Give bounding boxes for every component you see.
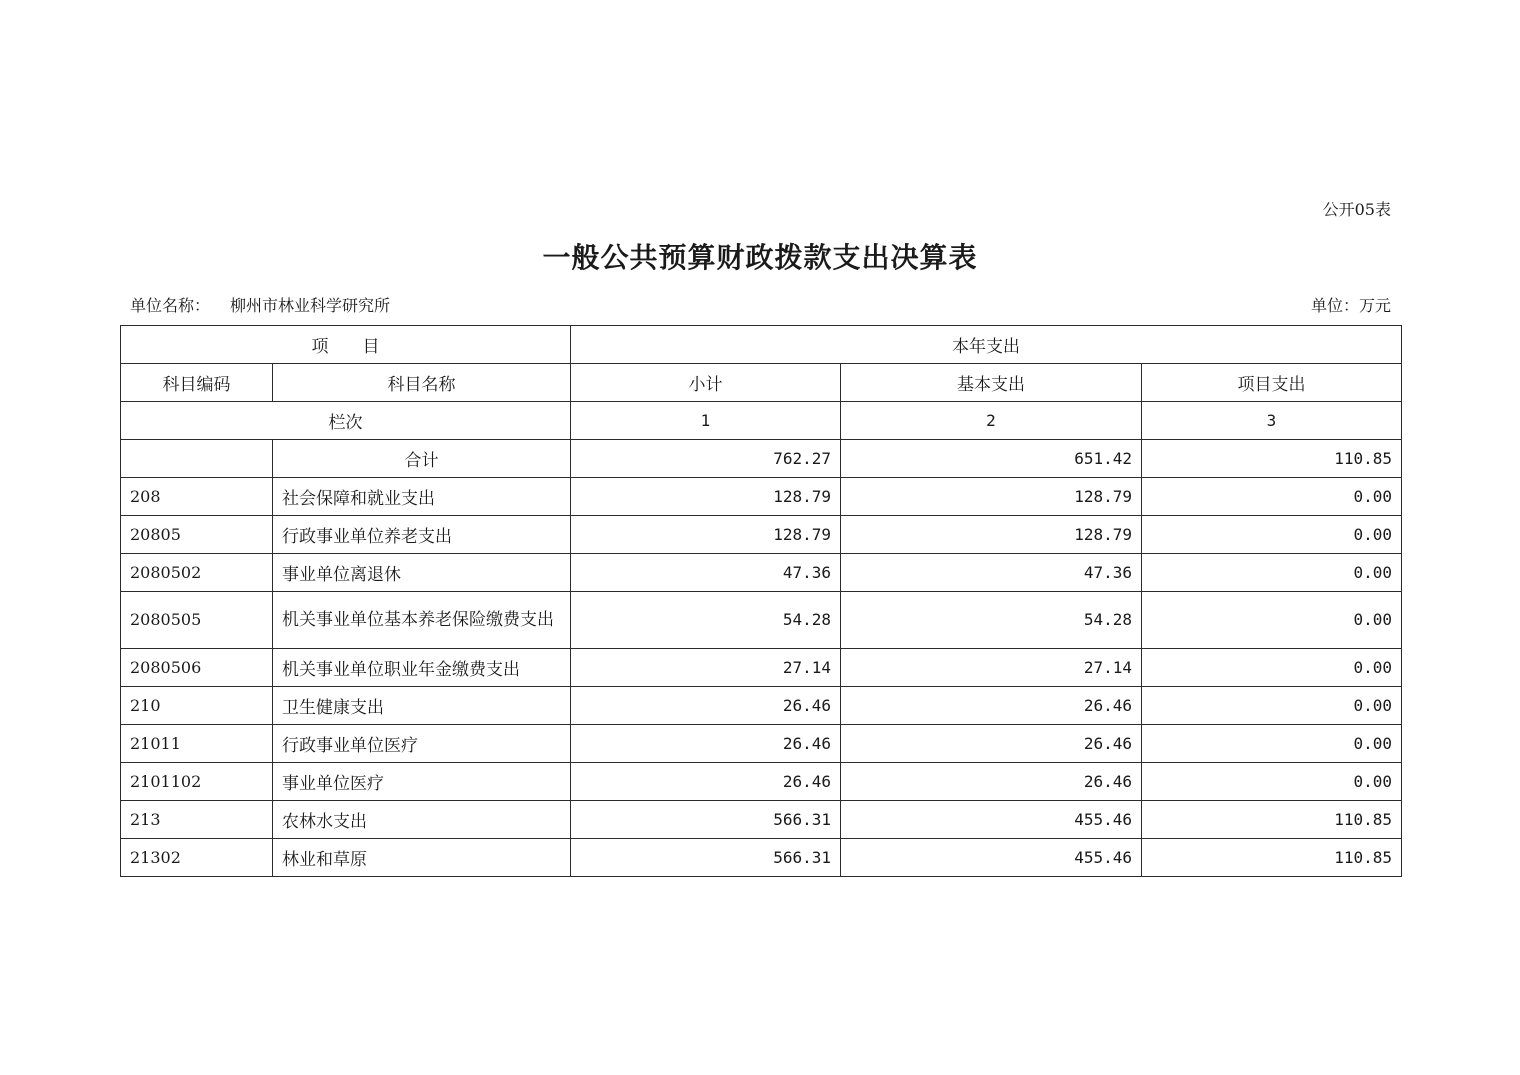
row-basic: 47.36 bbox=[841, 554, 1142, 592]
expenditure-table bbox=[120, 325, 1402, 877]
table-row bbox=[121, 839, 1402, 877]
row-project: 0.00 bbox=[1142, 649, 1402, 687]
row-subtotal: 128.79 bbox=[571, 516, 841, 554]
currency-unit: 单位：万元 bbox=[1310, 296, 1391, 315]
row-project: 0.00 bbox=[1142, 725, 1402, 763]
row-name: 行政事业单位养老支出 bbox=[273, 516, 571, 554]
column-index-3: 3 bbox=[1142, 402, 1402, 440]
group-header-item: 项 目 bbox=[121, 326, 571, 364]
column-index-1: 1 bbox=[571, 402, 841, 440]
column-header-subtotal: 小计 bbox=[571, 364, 841, 402]
total-label: 合计 bbox=[273, 440, 571, 478]
total-row bbox=[121, 440, 1402, 478]
total-subtotal: 762.27 bbox=[571, 440, 841, 478]
table-row bbox=[121, 725, 1402, 763]
row-basic: 26.46 bbox=[841, 725, 1142, 763]
row-project: 0.00 bbox=[1142, 516, 1402, 554]
column-header-name: 科目名称 bbox=[273, 364, 571, 402]
row-name: 机关事业单位职业年金缴费支出 bbox=[273, 649, 571, 687]
table-row bbox=[121, 763, 1402, 801]
row-code: 213 bbox=[121, 801, 273, 839]
row-name: 社会保障和就业支出 bbox=[273, 478, 571, 516]
row-subtotal: 26.46 bbox=[571, 687, 841, 725]
total-basic: 651.42 bbox=[841, 440, 1142, 478]
row-basic: 26.46 bbox=[841, 687, 1142, 725]
row-project: 0.00 bbox=[1142, 554, 1402, 592]
row-code: 2101102 bbox=[121, 763, 273, 801]
row-project: 0.00 bbox=[1142, 687, 1402, 725]
row-code: 208 bbox=[121, 478, 273, 516]
table-row bbox=[121, 592, 1402, 649]
total-code-cell bbox=[121, 440, 273, 478]
row-subtotal: 566.31 bbox=[571, 801, 841, 839]
row-code: 2080505 bbox=[121, 592, 273, 649]
row-name: 卫生健康支出 bbox=[273, 687, 571, 725]
column-index-label: 栏次 bbox=[121, 402, 571, 440]
row-subtotal: 54.28 bbox=[571, 592, 841, 649]
row-project: 110.85 bbox=[1142, 839, 1402, 877]
row-basic: 128.79 bbox=[841, 516, 1142, 554]
form-code: 公开05表 bbox=[1322, 200, 1391, 219]
row-basic: 455.46 bbox=[841, 801, 1142, 839]
table-row bbox=[121, 478, 1402, 516]
row-name: 事业单位医疗 bbox=[273, 763, 571, 801]
row-name: 农林水支出 bbox=[273, 801, 571, 839]
unit-name-block bbox=[130, 295, 390, 317]
row-subtotal: 566.31 bbox=[571, 839, 841, 877]
row-basic: 455.46 bbox=[841, 839, 1142, 877]
row-project: 0.00 bbox=[1142, 592, 1402, 649]
row-subtotal: 26.46 bbox=[571, 763, 841, 801]
group-header-expense: 本年支出 bbox=[571, 326, 1402, 364]
table-row bbox=[121, 554, 1402, 592]
column-header-basic: 基本支出 bbox=[841, 364, 1142, 402]
row-name: 机关事业单位基本养老保险缴费支出 bbox=[273, 592, 571, 649]
row-subtotal: 47.36 bbox=[571, 554, 841, 592]
row-code: 2080502 bbox=[121, 554, 273, 592]
row-code: 20805 bbox=[121, 516, 273, 554]
row-basic: 54.28 bbox=[841, 592, 1142, 649]
row-code: 21302 bbox=[121, 839, 273, 877]
page-title: 一般公共预算财政拨款支出决算表 bbox=[542, 241, 978, 274]
row-code: 2080506 bbox=[121, 649, 273, 687]
row-project: 0.00 bbox=[1142, 478, 1402, 516]
row-code: 21011 bbox=[121, 725, 273, 763]
row-basic: 26.46 bbox=[841, 763, 1142, 801]
unit-name: 柳州市林业科学研究所 bbox=[230, 296, 391, 315]
total-project: 110.85 bbox=[1142, 440, 1402, 478]
row-project: 0.00 bbox=[1142, 763, 1402, 801]
row-project: 110.85 bbox=[1142, 801, 1402, 839]
column-header-row bbox=[121, 364, 1402, 402]
row-subtotal: 26.46 bbox=[571, 725, 841, 763]
table-row bbox=[121, 649, 1402, 687]
column-header-project: 项目支出 bbox=[1142, 364, 1402, 402]
row-name: 事业单位离退休 bbox=[273, 554, 571, 592]
column-index-row bbox=[121, 402, 1402, 440]
row-code: 210 bbox=[121, 687, 273, 725]
row-subtotal: 27.14 bbox=[571, 649, 841, 687]
table-row bbox=[121, 516, 1402, 554]
row-name: 行政事业单位医疗 bbox=[273, 725, 571, 763]
row-basic: 27.14 bbox=[841, 649, 1142, 687]
row-basic: 128.79 bbox=[841, 478, 1142, 516]
unit-name-label: 单位名称： bbox=[130, 296, 211, 315]
column-index-2: 2 bbox=[841, 402, 1142, 440]
row-name: 林业和草原 bbox=[273, 839, 571, 877]
table-row bbox=[121, 687, 1402, 725]
row-subtotal: 128.79 bbox=[571, 478, 841, 516]
group-header-row bbox=[121, 326, 1402, 364]
unit-info-row bbox=[130, 295, 1391, 317]
column-header-code: 科目编码 bbox=[121, 364, 273, 402]
table-row bbox=[121, 801, 1402, 839]
